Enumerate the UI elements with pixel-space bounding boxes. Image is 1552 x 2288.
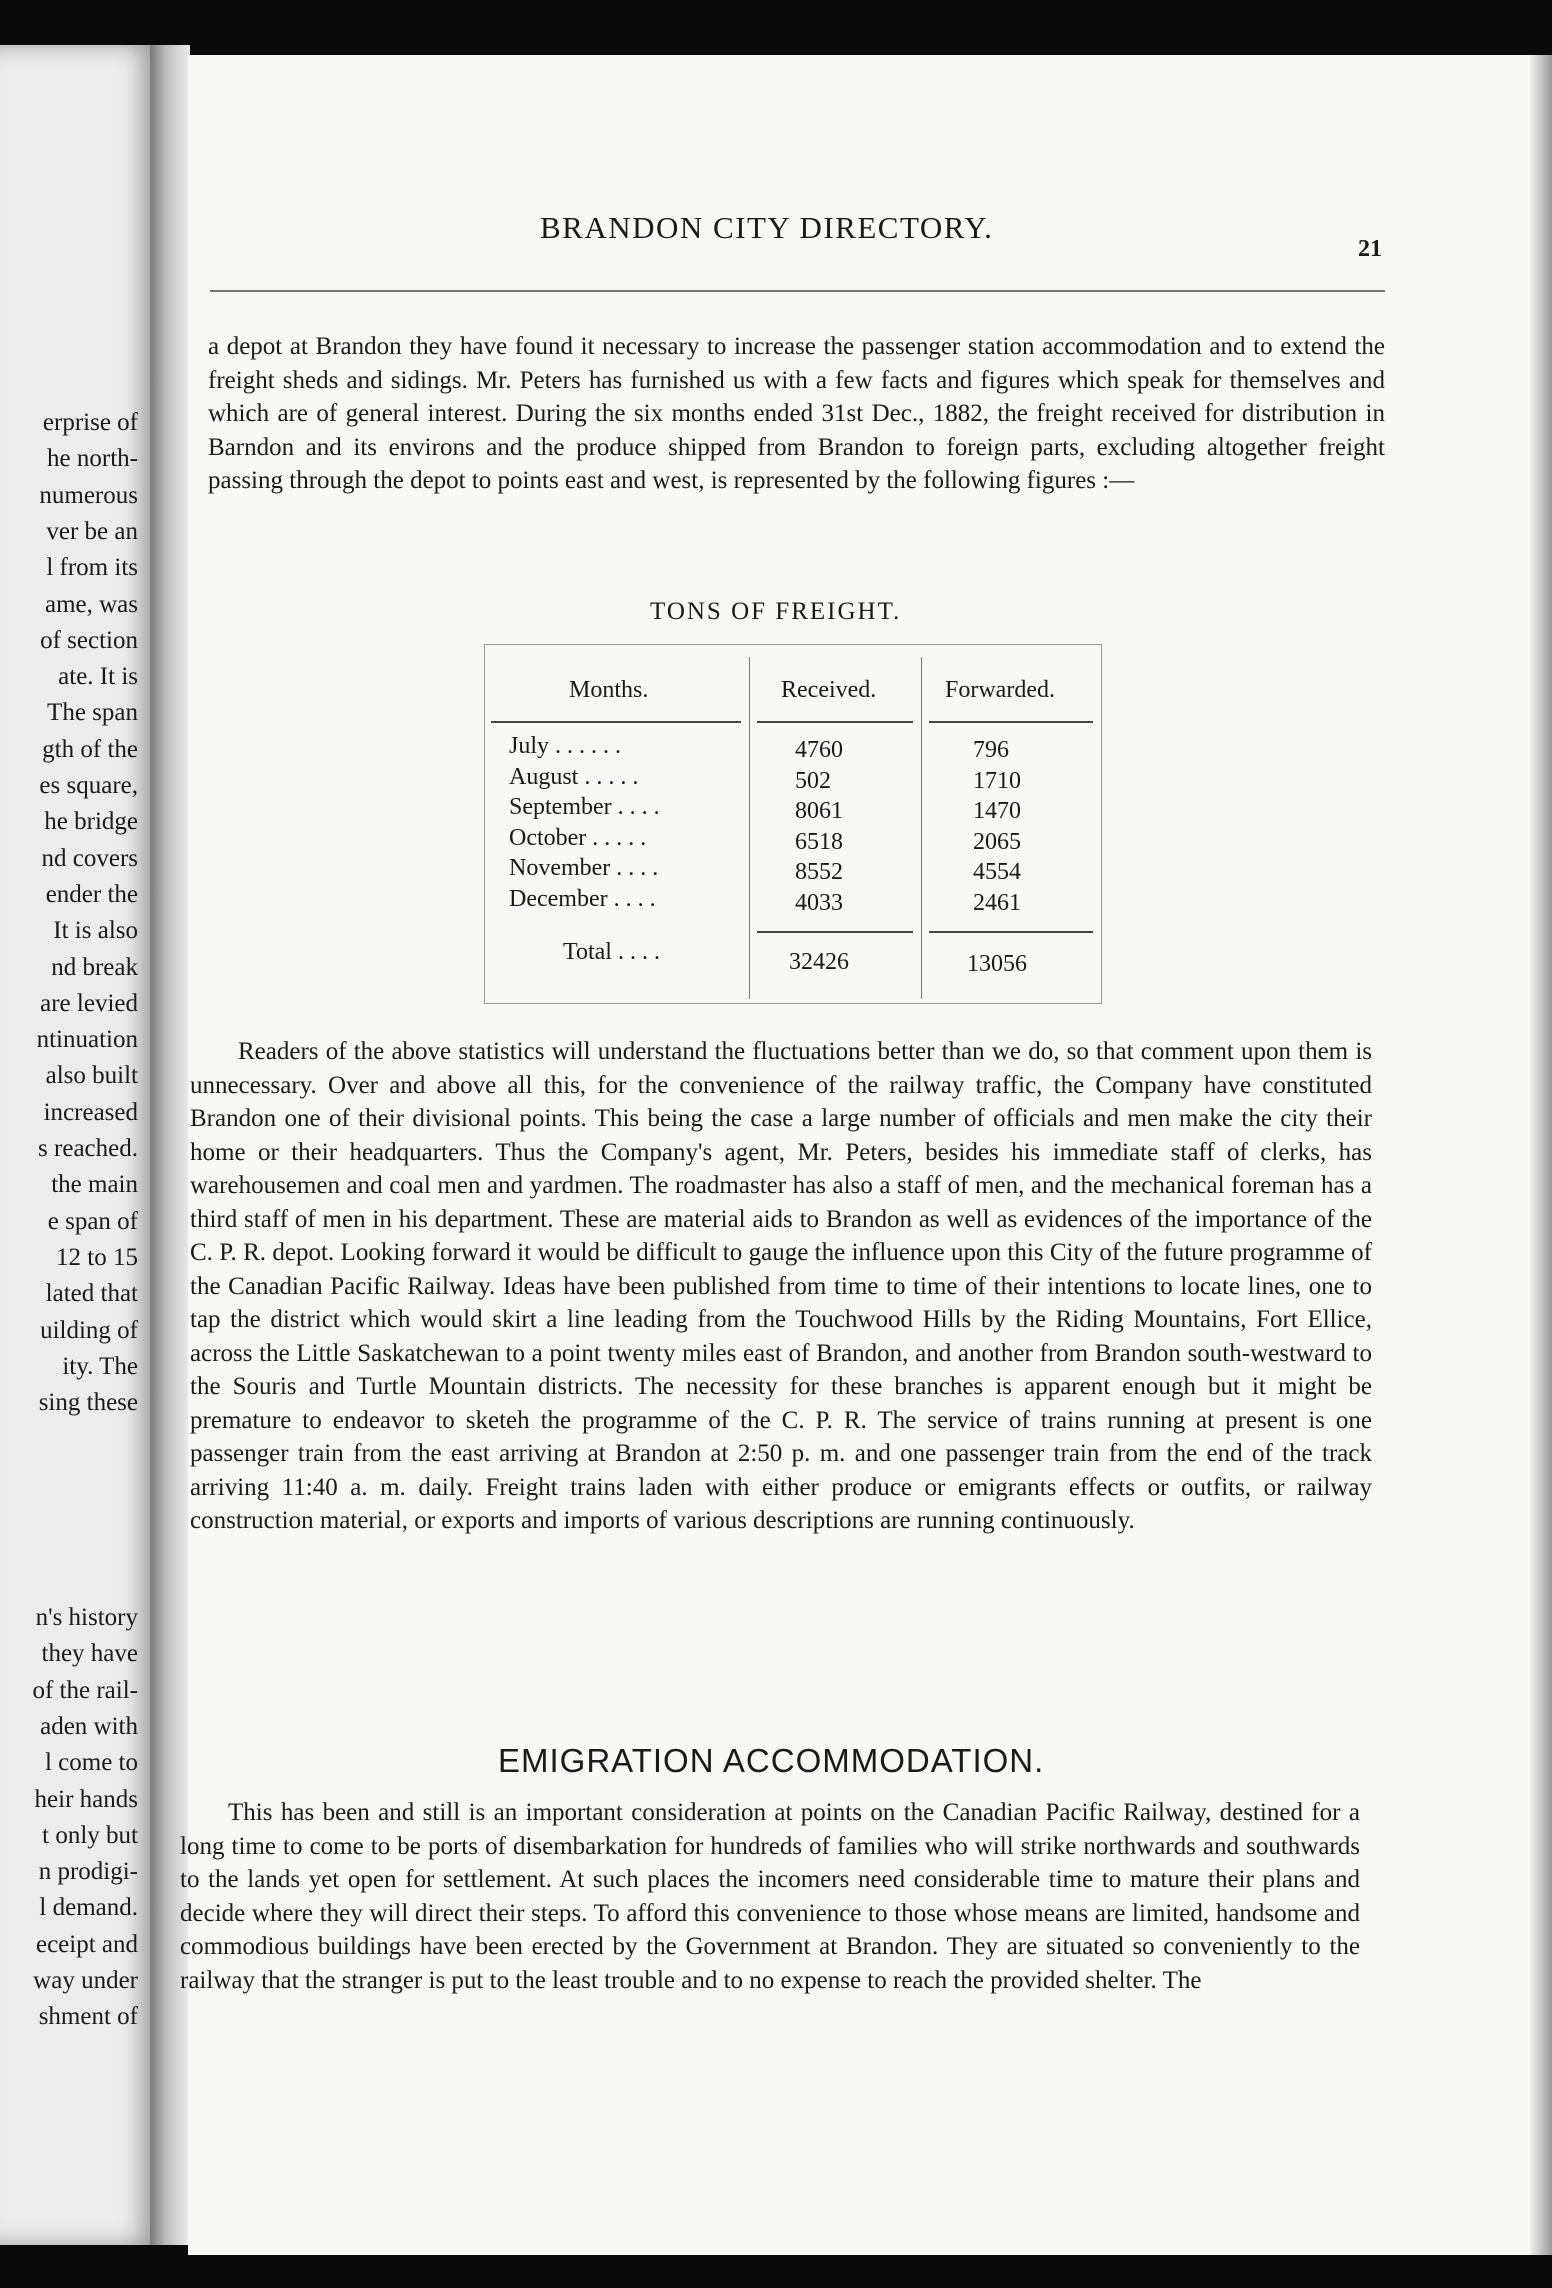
table-cell-forwarded: 1470 [973, 798, 1021, 824]
table-cell-forwarded: 2461 [973, 889, 1021, 916]
intro-text: a depot at Brandon they have found it necessary to increase the passenger station accommodation and to extend the freight sheds and sidings. Mr. Peters has furnished us with a few facts and figures which speak for themselves and which are of general interest. During the six months ended 31st Dec., 1882, the freight received for distribution in Barndon and its environs and the produce shipped from Brandon to foreign parts, excluding altogether freight passing through the depot to points east and west, is represented by the following figures :— [208, 333, 1385, 494]
left-page-line: The span [47, 699, 138, 727]
left-page-line: increased [43, 1098, 138, 1126]
header-months: Months. [569, 677, 649, 703]
table-cell-received: 502 [795, 767, 831, 794]
left-page-line: heir hands [34, 1785, 138, 1813]
table-cell-received: 8552 [795, 859, 843, 885]
left-page-line: of section [40, 626, 138, 654]
left-facing-page [0, 45, 160, 2245]
table-cell-forwarded: 1710 [973, 767, 1021, 794]
left-page-line: shment of [38, 2003, 138, 2031]
page-edge-shadow [1530, 55, 1552, 2255]
left-page-line: ame, was [44, 590, 138, 618]
table-cell-month: October . . . . . [509, 824, 647, 851]
table-cell-month: December . . . . [509, 885, 656, 912]
intro-paragraph [208, 330, 1385, 498]
running-header: BRANDON CITY DIRECTORY. [540, 210, 994, 245]
header-rule-forwarded [929, 721, 1093, 723]
emigration-text: This has been and still is an important consideration at points on the Canadian Pacific Railway, destined for a long time to come to be ports of disembarkation for hundreds of families who will strike northwards and southwards to the lands yet open for settlement. At such places the incomers need considerable time to mature their plans and decide where they will direct their steps. To afford this convenience to those whose means are limited, handsome and commodious buildings have been erected by the Government at Brandon. They are situated so conveniently to the railway that the stranger is put to the least trouble and to no expense to reach the provided shelter. The [180, 1799, 1360, 1994]
left-page-line: they have [41, 1640, 138, 1668]
left-page-line: n prodigi- [38, 1858, 138, 1886]
left-page-line: of the rail- [32, 1676, 138, 1704]
table-cell-received: 8061 [795, 798, 843, 824]
left-page-line: lated that [45, 1280, 138, 1308]
left-page-line: he north- [47, 445, 138, 473]
readers-text: Readers of the above statistics will understand the fluctuations better than we do, so that comment upon them is unnecessary. Over and above all this, for the convenience of the railway traffic, the Company have constituted Brandon one of their divisional points. This being the case a large number of officials and men make the city their home or their headquarters. Thus the Company's agent, Mr. Peters, besides his immediate staff of clerks, has warehousemen and coal men and yardmen. The roadmaster has also a staff of men, and the mechanical foreman has a third staff of men in his department. These are material aids to Brandon as well as evidences of the importance of the C. P. R. depot. Looking forward it would be difficult to gauge the influence upon this City of the future programme of the Canadian Pacific Railway. Ideas have been published from time to time of their intentions to locate lines, one to tap the district which would skirt a line leading from the Touchwood Hills by the Riding Mountains, Fort Ellice, across the Little Saskatchewan to a point twenty miles east of Brandon, and another from Brandon south-westward to the Souris and Turtle Mountain districts. The necessity for these branches is apparent enough but it might be premature to endeavor to sketeh the programme of the C. P. R. The service of trains running at present is one passenger train from the east arriving at Brandon at 2:50 p. m. and one passenger train from the end of the track arriving 11:40 a. m. daily. Freight trains laden with either produce or emigrants effects or outfits, or railway construction material, or exports and imports of various descriptions are running continuously. [190, 1038, 1372, 1534]
header-received: Received. [781, 677, 877, 703]
emigration-paragraph [180, 1796, 1360, 1997]
table-title: TONS OF FREIGHT. [650, 598, 902, 625]
total-rule-forwarded [929, 931, 1093, 933]
table-cell-forwarded: 2065 [973, 828, 1021, 855]
left-page-line: n's history [35, 1604, 138, 1631]
left-page-line: It is also [53, 917, 138, 945]
total-received: 32426 [789, 949, 849, 975]
header-forwarded: Forwarded. [945, 677, 1055, 703]
page-number: 21 [1358, 236, 1382, 262]
table-cell-forwarded: 4554 [973, 859, 1021, 885]
left-page-line: s reached. [38, 1135, 138, 1162]
header-rule-months [491, 721, 741, 723]
header-rule-received [757, 721, 913, 723]
left-page-line: are levied [40, 989, 138, 1017]
left-page-line: nd break [51, 953, 138, 981]
table-cell-received: 4033 [795, 889, 843, 916]
table-cell-received: 6518 [795, 828, 843, 855]
section-heading: EMIGRATION ACCOMMODATION. [498, 1742, 1045, 1779]
left-page-line: ntinuation [36, 1026, 138, 1054]
left-page-line: 12 to 15 [56, 1243, 138, 1271]
total-rule-received [757, 931, 913, 933]
total-forwarded: 13056 [967, 951, 1027, 977]
left-page-line: numerous [39, 481, 138, 509]
left-page-line: l come to [44, 1749, 138, 1777]
left-page-line: ity. The [62, 1352, 138, 1380]
left-page-line: erprise of [42, 409, 138, 436]
table-cell-month: July . . . . . . [509, 733, 622, 759]
left-page-line: nd covers [41, 844, 138, 872]
left-page-line: l from its [46, 554, 138, 582]
left-page-line: t only but [42, 1821, 138, 1849]
table-cell-month: September . . . . [509, 794, 660, 820]
left-page-line: ender the [45, 880, 138, 908]
left-page-line: way under [33, 1967, 138, 1994]
left-page-line: sing these [38, 1389, 138, 1417]
left-page-line: the main [51, 1171, 138, 1199]
total-label: Total . . . . [563, 939, 660, 965]
left-page-line: gth of the [42, 735, 138, 763]
table-cell-received: 4760 [795, 737, 843, 763]
left-page-line: eceipt and [35, 1930, 138, 1958]
column-divider [921, 657, 922, 999]
left-page-line: ver be an [46, 517, 138, 545]
left-page-line: aden with [40, 1712, 138, 1740]
header-rule [210, 290, 1385, 292]
left-page-line: he bridge [44, 808, 138, 836]
freight-table [484, 644, 1102, 1004]
column-divider [749, 657, 750, 999]
left-page-line: l demand. [39, 1894, 138, 1922]
table-cell-month: November . . . . [509, 855, 659, 881]
left-page-line: also built [45, 1062, 138, 1090]
left-page-line: e span of [47, 1207, 138, 1235]
readers-paragraph [190, 1035, 1372, 1538]
left-page-line: uilding of [40, 1316, 138, 1344]
table-cell-month: August . . . . . [509, 763, 639, 790]
left-page-line: es square, [39, 772, 138, 799]
left-page-line: ate. It is [58, 663, 138, 691]
table-cell-forwarded: 796 [973, 737, 1009, 763]
